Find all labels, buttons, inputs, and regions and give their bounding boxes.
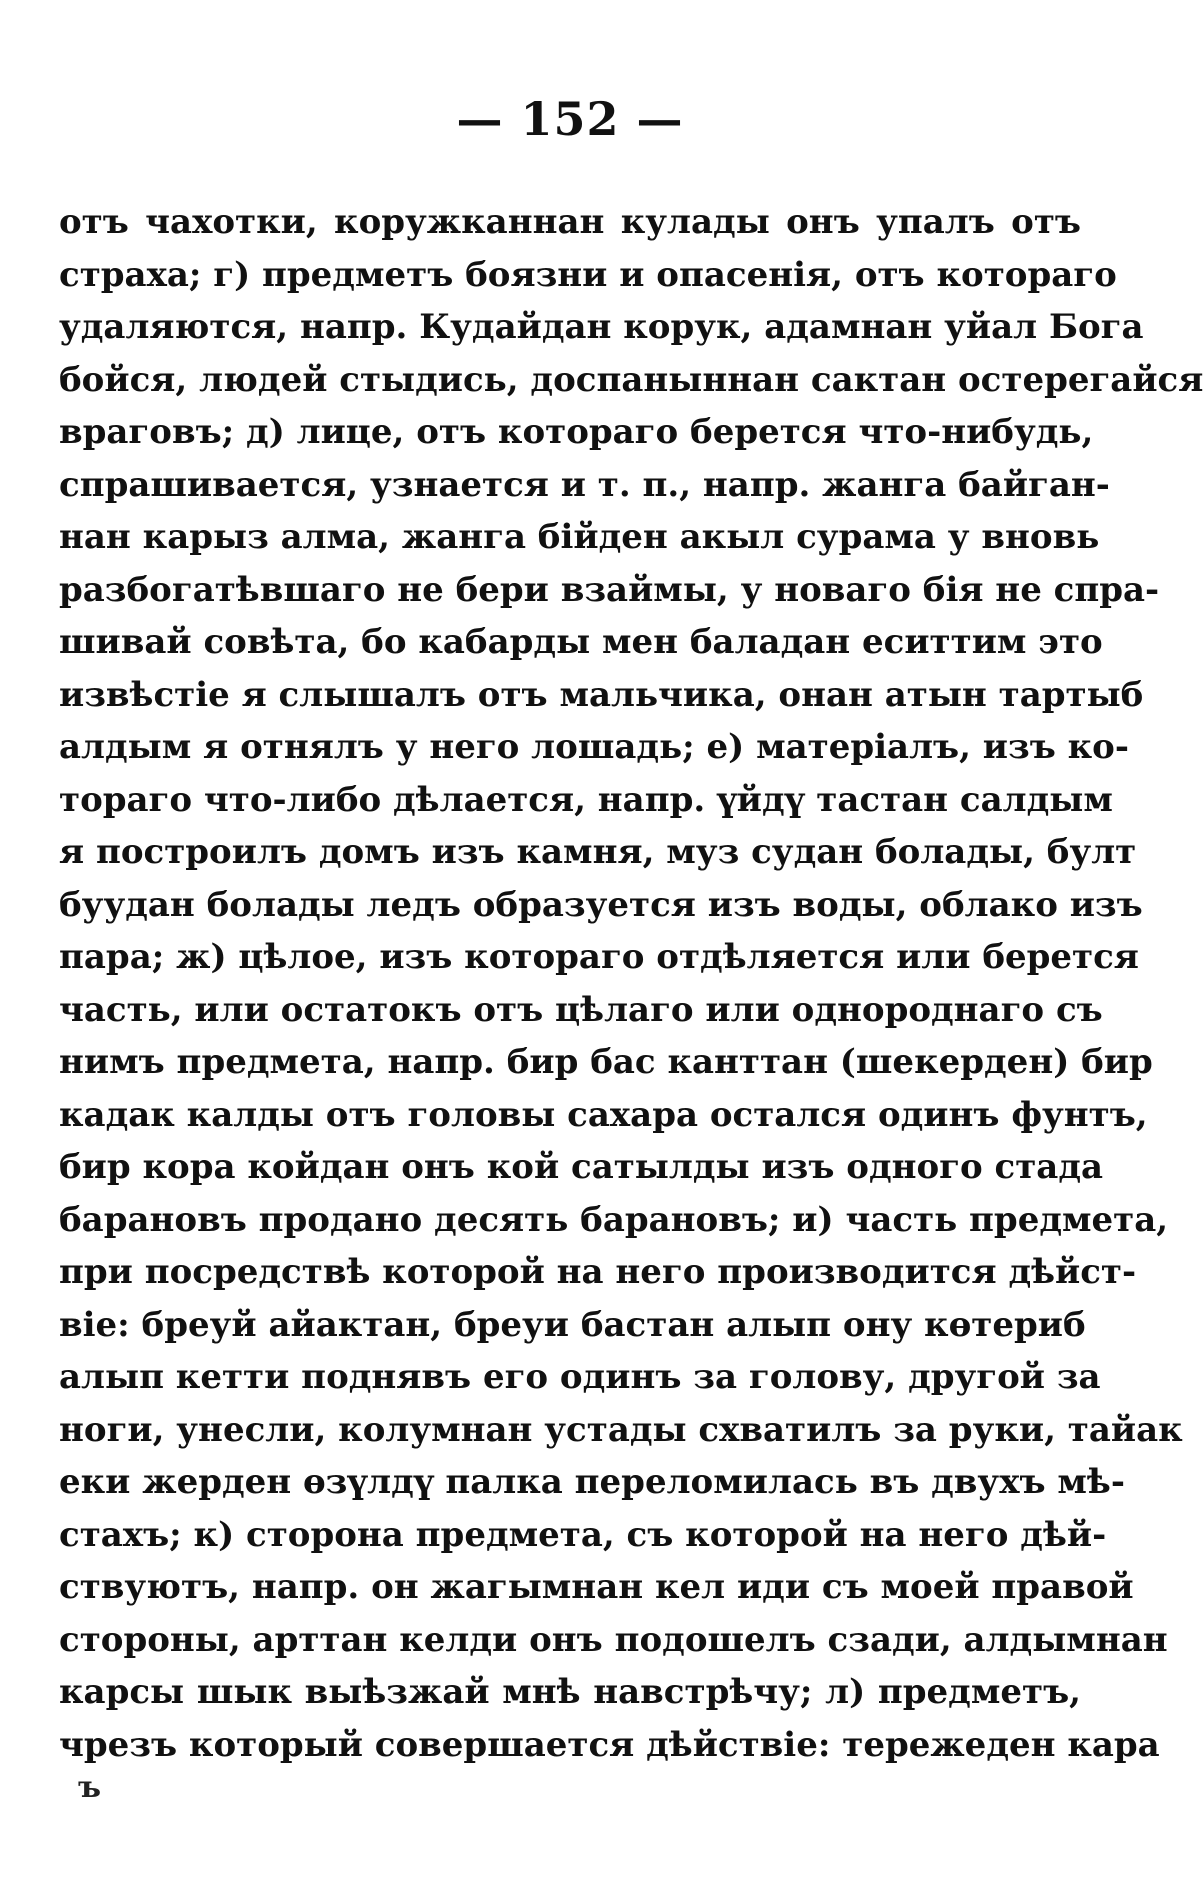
text-line: спрашивается, узнается и т. п., напр. жанга байган-	[59, 464, 1110, 505]
text-line: бир кора койдан онъ кой сатылды изъ одного стада	[59, 1147, 1104, 1187]
text-line: тораго что-либо дѣлается, напр. үйдү тастан салдым	[59, 779, 1113, 820]
text-line: извѣстіе я слышалъ отъ мальчика, онан атын тартыб	[59, 674, 1144, 715]
text-line: буудан болады ледъ образуется изъ воды, облако изъ	[59, 884, 1143, 925]
text-line: нан карыз алма, жанга бійден акыл сурама у вновь	[59, 517, 1100, 557]
text-line: карсы шык выѣзжай мнѣ навстрѣчу; л) предметъ,	[59, 1672, 1081, 1712]
text-line: барановъ продано десять барановъ; и) часть предмета,	[59, 1199, 1169, 1240]
text-line: отъ чахотки, коружканнан кулады онъ упалъ отъ	[59, 202, 1081, 242]
text-line: бойся, людей стыдись, доспаныннан сактан остерегайся	[59, 359, 1203, 400]
text-line: алдым я отнялъ у него лошадь; е) матеріалъ, изъ ко-	[59, 727, 1129, 767]
text-line: шивай совѣта, бо кабарды мен баладан еситтим это	[59, 622, 1103, 662]
body-text	[59, 196, 1203, 1771]
text-line: алып кетти поднявъ его одинъ за голову, другой за	[59, 1357, 1101, 1397]
text-line: разбогатѣвшаго не бери взаймы, у новаго бія не спра-	[59, 569, 1160, 610]
text-line: нимъ предмета, напр. бир бас канттан (шекерден) бир	[59, 1042, 1153, 1082]
text-line: чрезъ который совершается дѣйствіе: тережеден кара	[59, 1724, 1160, 1765]
text-line: кадак калды отъ головы сахара остался одинъ фунтъ,	[59, 1094, 1148, 1135]
page-number: — 152 —	[456, 92, 684, 146]
text-line: ствуютъ, напр. он жагымнан кел иди съ моей правой	[59, 1567, 1134, 1607]
text-line: ноги, унесли, колумнан устады схватилъ за руки, тайак	[59, 1409, 1183, 1450]
text-line: пара; ж) цѣлое, изъ котораго отдѣляется или берется	[59, 937, 1139, 977]
text-line: стороны, арттан келди онъ подошелъ сзади, алдымнан	[59, 1619, 1168, 1660]
text-line: я построилъ домъ изъ камня, муз судан болады, булт	[59, 832, 1137, 872]
text-line: при посредствѣ которой на него производится дѣйст-	[59, 1252, 1137, 1292]
stray-print-mark: ъ	[78, 1770, 102, 1805]
text-line: віе: бреуй айактан, бреуи бастан алып ону көтериб	[59, 1304, 1086, 1345]
text-line: стахъ; к) сторона предмета, съ которой на него дѣй-	[59, 1514, 1107, 1555]
text-line: часть, или остатокъ отъ цѣлаго или однороднаго съ	[59, 989, 1103, 1030]
text-line: страха; г) предметъ боязни и опасенія, отъ котораго	[59, 254, 1117, 295]
text-line: еки жерден өзүлдү палка переломилась въ двухъ мѣ-	[59, 1462, 1125, 1502]
text-line: враговъ; д) лице, отъ котораго берется что-нибудь,	[59, 412, 1094, 452]
text-line: удаляются, напр. Кудайдан корук, адамнан уйал Бога	[59, 307, 1144, 347]
